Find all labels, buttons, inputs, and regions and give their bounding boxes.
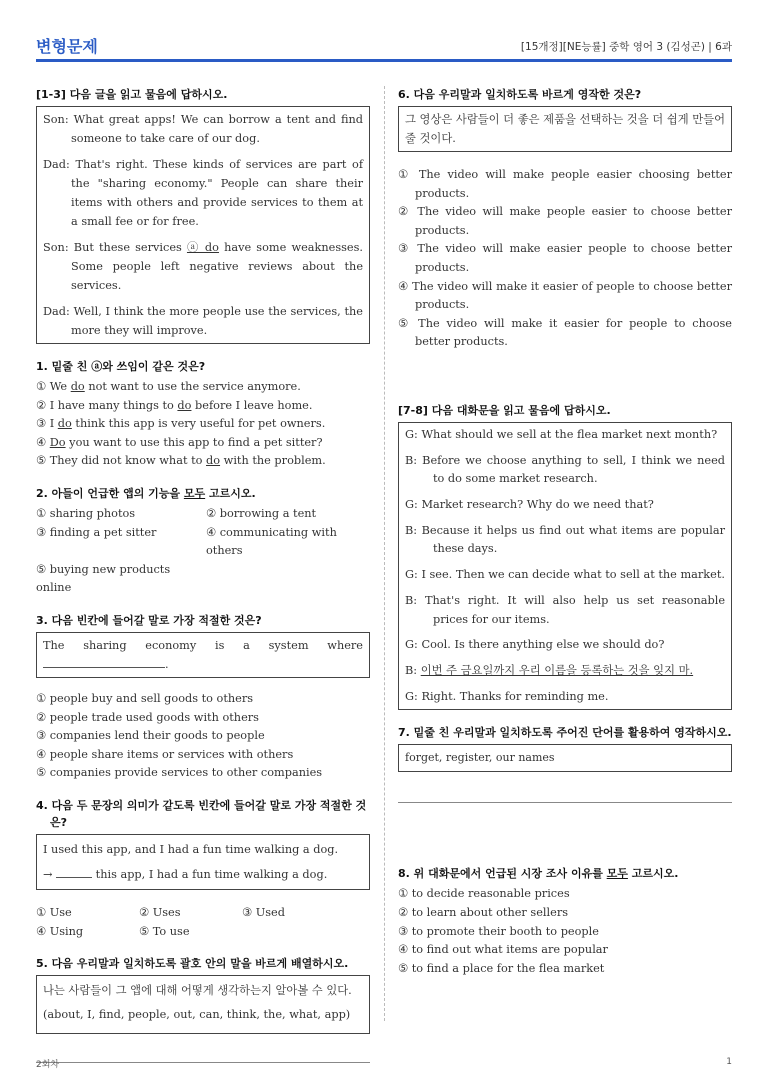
option[interactable]: ③ The video will make easier people to choose better products. <box>398 242 732 274</box>
option[interactable]: ④ Using <box>36 924 84 938</box>
option[interactable]: ② to learn about other sellers <box>398 905 569 919</box>
option[interactable]: ③ finding a pet sitter <box>36 525 157 539</box>
option[interactable]: ① Use <box>36 905 72 919</box>
sentence-text: this app, I had a fun time walking a dog. <box>92 867 328 881</box>
dialog-line <box>43 302 363 340</box>
option[interactable]: ④ The video will make it easier of people to choose better products. <box>398 279 732 312</box>
dialog-line <box>405 592 725 629</box>
speaker-label: G: <box>405 568 418 582</box>
question-7-title: 7. 밑줄 친 우리말과 일치하도록 주어진 단어를 활용하여 영작하시오. <box>398 726 732 740</box>
dialog-line <box>405 452 725 489</box>
option[interactable]: ⑤ To use <box>139 924 190 938</box>
question-6-box <box>398 106 732 152</box>
option[interactable] <box>36 378 370 397</box>
underlined-word: do <box>206 454 221 468</box>
question-8-title <box>398 865 732 882</box>
arrow-icon: → <box>43 867 53 881</box>
option[interactable]: ① The video will make people easier choosing better products. <box>398 168 732 200</box>
option[interactable]: ③ Used <box>242 905 285 919</box>
korean-sentence: 그 영상은 사람들이 더 좋은 제품을 선택하는 것을 더 쉽게 만들어 줄 것이다. <box>405 113 725 145</box>
title-emphasis: 모두 <box>183 486 206 500</box>
footer-page-number: 1 <box>726 1057 732 1067</box>
speaker-label: B: <box>405 453 418 467</box>
option-text: not want to use the service anymore. <box>84 380 301 393</box>
option-text: before I leave home. <box>191 398 313 412</box>
dialog-text: That's right. These kinds of services are part of the "sharing economy." People can share their items with others and provide services to them at a small fee or for free. <box>71 158 363 228</box>
right-column <box>398 86 732 978</box>
underlined-word: do <box>57 417 72 431</box>
option-number: ② <box>36 398 47 412</box>
option[interactable] <box>36 434 370 453</box>
speaker-label: Dad: <box>43 305 70 318</box>
question-5-title: 5. 다음 우리말과 일치하도록 괄호 안의 말을 바르게 배열하시오. <box>36 957 349 971</box>
page-header <box>36 30 732 62</box>
column-divider <box>384 86 385 1021</box>
question-6-title: 6. 다음 우리말과 일치하도록 바르게 영작한 것은? <box>398 88 642 101</box>
answer-blank <box>56 866 92 878</box>
title-text: 고르시오. <box>627 867 679 881</box>
dialog-text: Market research? Why do we need that? <box>421 498 654 512</box>
speaker-label: B: <box>405 523 418 537</box>
option[interactable]: ⑤ companies provide services to other companies <box>36 766 323 780</box>
blank-line: . <box>43 655 363 674</box>
title-text: 2. 아들이 언급한 앱의 기능을 <box>36 486 184 500</box>
option[interactable]: ② The video will make people easier to choose better products. <box>398 205 732 237</box>
dialog-line <box>405 566 725 585</box>
question-3-title: 3. 다음 빈칸에 들어갈 말로 가장 적절한 것은? <box>36 613 262 627</box>
option-number: ④ <box>36 435 47 449</box>
dialog-line <box>405 688 725 707</box>
dialog-text: I see. Then we can decide what to sell at the market. <box>421 568 725 582</box>
dialog-line <box>405 636 725 655</box>
header-rule <box>36 59 732 62</box>
sentence-1: I used this app, and I had a fun time walking a dog. <box>43 842 339 856</box>
question-1-3-heading: [1-3] 다음 글을 읽고 물음에 답하시오. <box>36 88 228 101</box>
option-text: I <box>49 417 58 431</box>
course-info: [15개정][NE능률] 중학 영어 3 (김성곤) | 6과 <box>520 41 732 53</box>
option-text: We <box>49 380 71 393</box>
word-bank: (about, I, find, people, out, can, think, the, what, app) <box>43 1008 351 1022</box>
title-emphasis: 모두 <box>606 867 628 881</box>
question-1-title: 1. 밑줄 친 ⓐ와 쓰임이 같은 것은? <box>36 360 206 373</box>
dialog-line <box>405 426 725 445</box>
option[interactable]: ③ to promote their booth to people <box>398 924 599 938</box>
question-8-options <box>398 885 732 978</box>
sentence-2 <box>43 862 363 887</box>
title-text: 고르시오. <box>205 486 256 500</box>
question-6-options <box>398 166 732 352</box>
option-number: ③ <box>36 417 47 431</box>
dialog-line <box>43 238 363 295</box>
option[interactable]: ① people buy and sell goods to others <box>36 691 254 705</box>
answer-line[interactable] <box>36 1062 370 1063</box>
question-4-title: 4. 다음 두 문장의 의미가 같도록 빈칸에 들어갈 말로 가장 적절한 것은? <box>36 798 367 829</box>
underlined-word: do <box>177 398 192 412</box>
question-4-box <box>36 834 370 890</box>
dialog-line <box>405 496 725 515</box>
speaker-label: G: <box>405 498 418 512</box>
dialog-line <box>43 155 363 231</box>
dialog-text: have some weaknesses. Some people left negative reviews about the services. <box>71 241 364 292</box>
dialog-text: What should we sell at the flea market next month? <box>421 427 718 441</box>
speaker-label: G: <box>405 689 418 703</box>
option-text: think this app is very useful for pet owners. <box>71 417 326 431</box>
speaker-label: B: <box>405 663 418 677</box>
option[interactable]: ② people trade used goods with others <box>36 710 259 724</box>
option[interactable]: ③ companies lend their goods to people <box>36 729 265 743</box>
option[interactable] <box>36 397 370 416</box>
dialog-text: But these services <box>73 241 187 254</box>
speaker-label: Dad: <box>43 158 70 171</box>
option-number: ① <box>36 380 47 393</box>
speaker-label: Son: <box>43 113 69 126</box>
option[interactable]: ② borrowing a tent <box>206 506 317 520</box>
underlined-word: do <box>70 380 85 393</box>
option[interactable]: ④ to find out what items are popular <box>398 943 608 957</box>
answer-blank <box>43 656 165 668</box>
dialog-line <box>43 110 363 148</box>
footer-session: 2회차 <box>36 1060 60 1070</box>
korean-sentence: 나는 사람들이 그 앱에 대해 어떻게 생각하는지 알아볼 수 있다. <box>43 984 352 998</box>
option-text: with the problem. <box>220 454 326 468</box>
option[interactable]: ① sharing photos <box>36 506 136 520</box>
option-number: ⑤ <box>36 454 47 468</box>
dialog-text: Before we choose anything to sell, I think we need to do some market research. <box>422 453 725 486</box>
dialog-line <box>405 662 725 681</box>
speaker-label: Son: <box>43 241 69 254</box>
page-title: 변형문제 <box>36 37 98 56</box>
question-7-hint-box <box>398 744 732 772</box>
option[interactable]: ⑤ to find a place for the flea market <box>398 961 605 975</box>
dialog-box <box>398 422 732 710</box>
question-3-box <box>36 632 370 678</box>
blank-sentence: The sharing economy is a system where <box>43 638 363 652</box>
option[interactable]: ② Uses <box>139 905 181 919</box>
hint-words: forget, register, our names <box>405 751 555 765</box>
title-text: 8. 위 대화문에서 언급된 시장 조사 이유를 <box>398 867 607 881</box>
option[interactable]: ④ people share items or services with others <box>36 747 294 761</box>
underlined-korean: 이번 주 금요일까지 우리 이름을 등록하는 것을 잊지 마. <box>420 663 694 677</box>
option[interactable]: ⑤ buying new products online <box>36 562 171 595</box>
option-text: you want to use this app to find a pet sitter? <box>65 435 323 449</box>
question-2-options <box>36 505 370 598</box>
dialog-text: Right. Thanks for reminding me. <box>421 689 609 703</box>
option-text: I have many things to <box>49 398 178 412</box>
question-1-options <box>36 378 370 471</box>
passage-box <box>36 106 370 344</box>
option[interactable]: ⑤ The video will make it easier for people to choose better products. <box>398 316 732 349</box>
question-2-title <box>36 485 370 502</box>
underlined-mark: ⓐ do <box>186 241 219 254</box>
question-7-8-heading: [7-8] 다음 대화문을 읽고 물음에 답하시오. <box>398 403 611 417</box>
dialog-text: Cool. Is there anything else we should do? <box>421 638 665 652</box>
option[interactable]: ④ communicating with others <box>206 525 337 558</box>
dialog-line <box>405 522 725 559</box>
dialog-text: What great apps! We can borrow a tent and find someone to take care of our dog. <box>71 113 364 145</box>
option[interactable]: ① to decide reasonable prices <box>398 887 570 901</box>
dialog-text: Because it helps us find out what items are popular these days. <box>421 523 726 556</box>
dialog-text: Well, I think the more people use the services, the more they will improve. <box>71 305 363 337</box>
speaker-label: B: <box>405 593 418 607</box>
speaker-label: G: <box>405 638 418 652</box>
option[interactable] <box>36 415 370 434</box>
left-column <box>36 86 370 1063</box>
speaker-label: G: <box>405 427 418 441</box>
question-3-options <box>36 690 370 783</box>
option-text: They did not know what to <box>49 454 207 468</box>
underlined-word: Do <box>49 435 66 449</box>
option[interactable] <box>36 452 370 471</box>
dialog-text: That's right. It will also help us set reasonable prices for our items. <box>425 593 726 626</box>
question-4-options <box>36 904 370 941</box>
question-5-box <box>36 975 370 1034</box>
